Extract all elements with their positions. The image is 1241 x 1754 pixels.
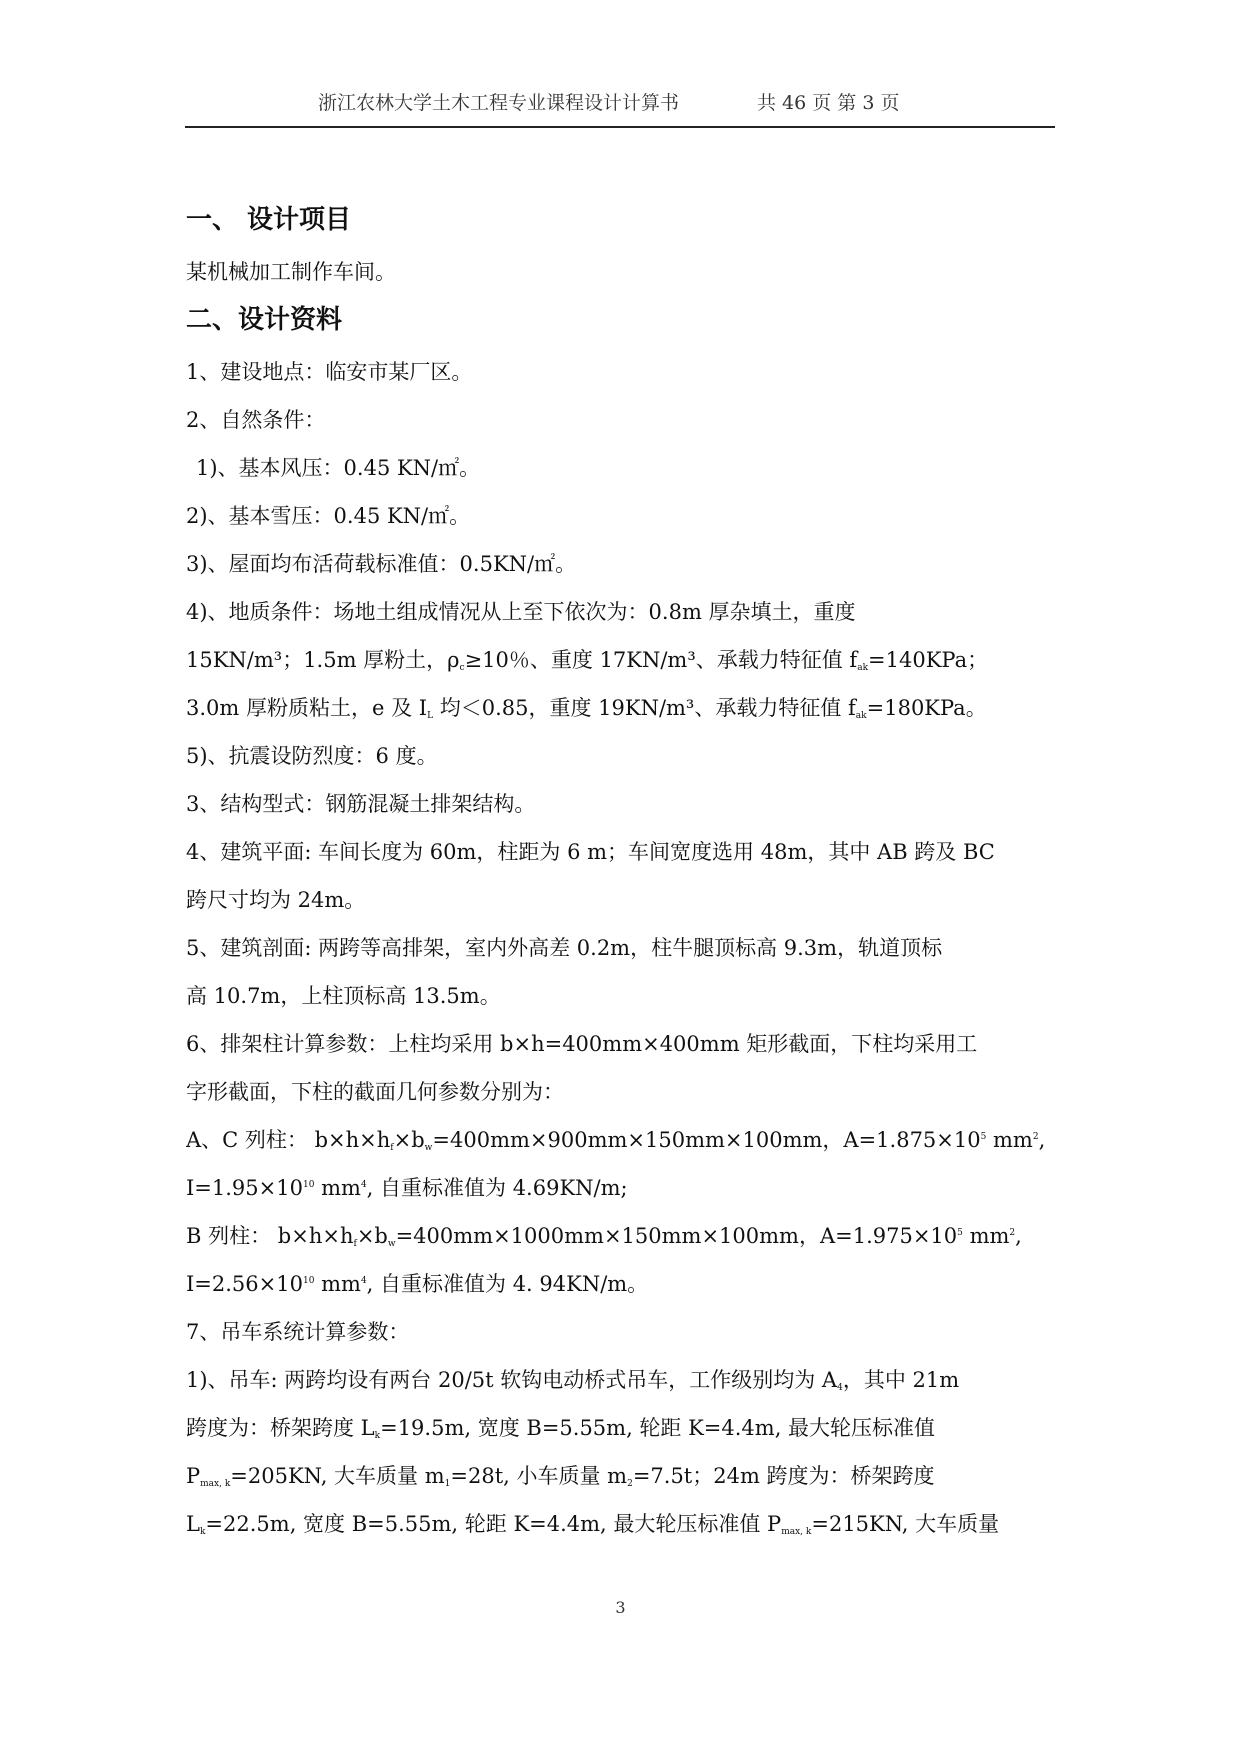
text-run: ×b	[356, 1224, 388, 1248]
paragraph: 5、建筑剖面: 两跨等高排架，室内外高差 0.2m，柱牛腿顶标高 9.3m，轨道顶标	[186, 936, 943, 960]
paragraph: 高 10.7m，上柱顶标高 13.5m。	[186, 984, 501, 1008]
section-heading-design-data: 二、设计资料	[186, 305, 343, 335]
paragraph: 2、自然条件：	[186, 408, 326, 432]
text-run: =28t, 小车质量 m	[450, 1464, 628, 1488]
text-run: 跨度为：桥架跨度 L	[186, 1416, 375, 1440]
subscript: k	[199, 1527, 206, 1537]
text-run: =140KPa；	[868, 648, 989, 672]
paragraph: 6、排架柱计算参数：上柱均采用 b×h=400mm×400mm 矩形截面，下柱均采用工	[186, 1032, 978, 1056]
subscript: 1	[444, 1479, 451, 1489]
subscript: 2	[627, 1479, 633, 1489]
superscript: 5	[957, 1228, 963, 1238]
superscript: 4	[360, 1180, 367, 1190]
superscript: 10	[302, 1276, 315, 1286]
subscript: w	[387, 1239, 396, 1249]
subscript: max, k	[200, 1479, 231, 1489]
paragraph: 1、建设地点：临安市某厂区。	[186, 360, 473, 384]
paragraph	[186, 1116, 1052, 1164]
paragraph: 5)、抗震设防烈度：6 度。	[186, 744, 438, 768]
text-run: mm	[962, 1224, 1010, 1248]
subscript: ak	[857, 663, 869, 673]
text-run: ,	[1015, 1224, 1022, 1248]
paragraph	[186, 1404, 1052, 1452]
text-run: ≥10％、重度 17KN/m³、承载力特征值 f	[464, 648, 858, 672]
paragraph: 3、结构型式：钢筋混凝土排架结构。	[186, 792, 536, 816]
paragraph	[186, 1212, 1052, 1260]
paragraph	[186, 636, 1052, 684]
text-run: A、C 列柱： b×h×h	[186, 1128, 391, 1152]
text-run: =215KN, 大车质量	[811, 1512, 1000, 1536]
paragraph	[186, 1164, 1052, 1212]
text-run: =22.5m, 宽度 B=5.55m, 轮距 K=4.4m, 最大轮压标准值 P	[205, 1512, 782, 1536]
paragraph	[186, 1452, 1052, 1500]
paragraph: 跨尺寸均为 24m。	[186, 888, 366, 912]
subscript: c	[459, 663, 465, 673]
paragraph	[186, 1356, 1052, 1404]
text-run: mm	[314, 1272, 361, 1296]
subscript: ak	[855, 711, 867, 721]
paragraph: 4)、地质条件：场地土组成情况从上至下依次为：0.8m 厚杂填土，重度	[186, 600, 856, 624]
text-run: =19.5m, 宽度 B=5.55m, 轮距 K=4.4m, 最大轮压标准值	[380, 1416, 936, 1440]
paragraph: 2)、基本雪压：0.45 KN/㎡。	[186, 504, 471, 528]
text-run: 15KN/m³；1.5m 厚粉土，ρ	[186, 648, 460, 672]
text-run: =205KN, 大车质量 m	[230, 1464, 445, 1488]
header-page-info: 共 46 页 第 3 页	[757, 92, 900, 114]
header-rule	[185, 126, 1055, 128]
text-run: =180KPa。	[866, 696, 987, 720]
text-run: P	[186, 1464, 201, 1488]
superscript: 5	[980, 1132, 987, 1142]
superscript: 2	[1032, 1132, 1039, 1142]
subscript: w	[424, 1143, 433, 1153]
paragraph: 3)、屋面均布活荷载标准值：0.5KN/㎡。	[186, 552, 577, 576]
text-run: mm	[314, 1176, 361, 1200]
text-run: 均＜0.85，重度 19KN/m³、承载力特征值 f	[433, 696, 856, 720]
text-run: ×b	[393, 1128, 425, 1152]
text-run: mm	[986, 1128, 1033, 1152]
section-heading-design-project: 一、 设计项目	[186, 205, 352, 235]
text-run: B 列柱： b×h×h	[186, 1224, 354, 1248]
subscript: k	[374, 1431, 381, 1441]
superscript: 2	[1009, 1228, 1016, 1238]
text-run: I=2.56×10	[186, 1272, 303, 1296]
subscript: f	[353, 1239, 357, 1249]
text-run: =400mm×900mm×150mm×100mm，A=1.875×10	[432, 1128, 981, 1152]
subscript: L	[427, 711, 434, 721]
text-run: 1)、吊车: 两跨均设有两台 20/5t 软钩电动桥式吊车，工作级别均为 A	[186, 1368, 838, 1392]
subscript: max, k	[781, 1527, 812, 1537]
text-run: , 自重标准值为 4.69KN/m;	[366, 1176, 628, 1200]
text-run: =7.5t；24m 跨度为：桥架跨度	[632, 1464, 935, 1488]
text-run: ,	[1038, 1128, 1046, 1152]
subscript: f	[390, 1143, 394, 1153]
paragraph	[186, 684, 1052, 732]
paragraph	[186, 1500, 1052, 1548]
subscript: 4	[837, 1383, 843, 1393]
text-run: L	[186, 1512, 200, 1536]
text-run: 3.0m 厚粉质粘土，e 及 I	[186, 696, 428, 720]
superscript: 4	[360, 1276, 367, 1286]
text-run: =400mm×1000mm×150mm×100mm，A=1.975×10	[395, 1224, 958, 1248]
text-run: ，其中 21m	[842, 1368, 960, 1392]
paragraph: 字形截面，下柱的截面几何参数分别为：	[186, 1080, 564, 1104]
paragraph: 1)、基本风压：0.45 KN/㎡。	[196, 456, 481, 480]
paragraph: 7、吊车系统计算参数：	[186, 1320, 410, 1344]
paragraph: 4、建筑平面: 车间长度为 60m，柱距为 6 m；车间宽度选用 48m，其中 AB 跨及 BC	[186, 840, 995, 864]
document-body	[186, 196, 1052, 1548]
text-run: , 自重标准值为 4. 94KN/m。	[366, 1272, 649, 1296]
text-run: I=1.95×10	[186, 1176, 303, 1200]
superscript: 10	[302, 1180, 315, 1190]
paragraph	[186, 1260, 1052, 1308]
paragraph: 某机械加工制作车间。	[186, 260, 396, 284]
page-number: 3	[615, 1598, 626, 1617]
header-title: 浙江农林大学土木工程专业课程设计计算书	[318, 92, 680, 114]
